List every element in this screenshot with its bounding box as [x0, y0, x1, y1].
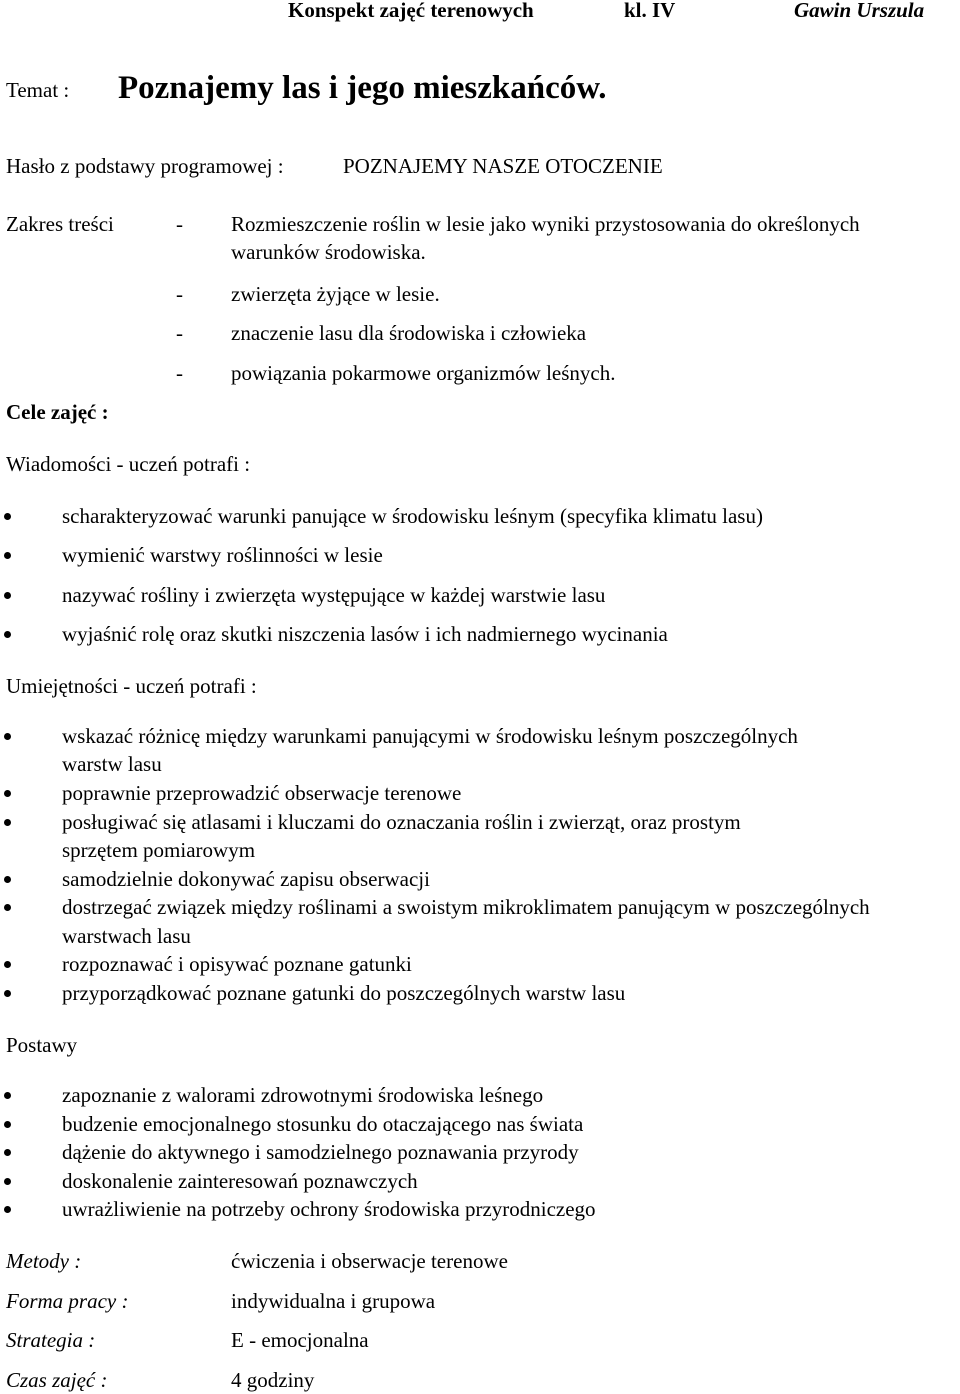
attitudes-item	[62, 1199, 596, 1220]
skills-item-text: wskazać różnicę między warunkami panującymi w środowisku leśnym poszczególnych	[62, 724, 798, 748]
skills-item-text: dostrzegać związek między roślinami a swoistym mikroklimatem panującym w poszczególnych	[62, 895, 870, 919]
topic-label: Temat :	[6, 78, 70, 102]
attitudes-item	[62, 1114, 583, 1135]
bullet-icon	[4, 819, 11, 826]
scope-item-continuation: warunków środowiska.	[231, 240, 426, 264]
skills-item	[62, 897, 870, 918]
skills-item-continuation: sprzętem pomiarowym	[62, 838, 256, 862]
knowledge-item-text: wymienić warstwy roślinności w lesie	[62, 543, 383, 567]
skills-heading: Umiejętności - uczeń potrafi :	[6, 674, 257, 698]
knowledge-item	[62, 585, 605, 606]
knowledge-item	[62, 506, 763, 527]
attitudes-item-text: budzenie emocjonalnego stosunku do otaczającego nas świata	[62, 1112, 584, 1136]
attitudes-item-text: doskonalenie zainteresowań poznawczych	[62, 1169, 418, 1193]
skills-item	[62, 954, 412, 975]
skills-item	[62, 726, 798, 747]
skills-item-text: posługiwać się atlasami i kluczami do oznaczania roślin i zwierząt, oraz prostym	[62, 810, 741, 834]
bullet-icon	[4, 552, 11, 559]
skills-item-text: samodzielnie dokonywać zapisu obserwacji	[62, 867, 430, 891]
bullet-icon	[4, 733, 11, 740]
scope-dash: -	[176, 361, 183, 385]
motto-value: POZNAJEMY NASZE OTOCZENIE	[343, 154, 663, 178]
knowledge-item-text: wyjaśnić rolę oraz skutki niszczenia lasów i ich nadmiernego wycinania	[62, 622, 668, 646]
bullet-icon	[4, 513, 11, 520]
attitudes-item-text: dążenie do aktywnego i samodzielnego poznawania przyrody	[62, 1140, 579, 1164]
bullet-icon	[4, 876, 11, 883]
skills-item	[62, 869, 430, 890]
duration-value: 4 godziny	[231, 1368, 315, 1392]
strategy-value: E - emocjonalna	[231, 1328, 369, 1352]
scope-label: Zakres treści	[6, 212, 114, 236]
attitudes-item	[62, 1085, 543, 1106]
bullet-icon	[4, 1206, 11, 1213]
scope-item: znaczenie lasu dla środowiska i człowieka	[231, 321, 587, 345]
skills-item	[62, 783, 461, 804]
bullet-icon	[4, 790, 11, 797]
bullet-icon	[4, 904, 11, 911]
scope-item: Rozmieszczenie roślin w lesie jako wyniki przystosowania do określonych	[231, 212, 860, 236]
bullet-icon	[4, 1149, 11, 1156]
knowledge-item	[62, 545, 383, 566]
skills-item	[62, 983, 625, 1004]
bullet-icon	[4, 1121, 11, 1128]
work-form-label: Forma pracy :	[6, 1289, 129, 1313]
bullet-icon	[4, 1092, 11, 1099]
duration-label: Czas zajęć :	[6, 1368, 108, 1392]
attitudes-item	[62, 1171, 418, 1192]
knowledge-item-text: scharakteryzować warunki panujące w środowisku leśnym (specyfika klimatu lasu)	[62, 504, 763, 528]
attitudes-heading: Postawy	[6, 1033, 78, 1057]
attitudes-item	[62, 1142, 579, 1163]
topic-title: Poznajemy las i jego mieszkańców.	[118, 70, 607, 106]
skills-item-text: przyporządkować poznane gatunki do poszczególnych warstw lasu	[62, 981, 626, 1005]
skills-item-continuation: warstw lasu	[62, 752, 162, 776]
bullet-icon	[4, 990, 11, 997]
scope-item: powiązania pokarmowe organizmów leśnych.	[231, 361, 616, 385]
bullet-icon	[4, 1178, 11, 1185]
work-form-value: indywidualna i grupowa	[231, 1289, 436, 1313]
motto-label: Hasło z podstawy programowej :	[6, 154, 284, 178]
knowledge-item	[62, 624, 668, 645]
document-title: Konspekt zajęć terenowych	[288, 0, 534, 22]
scope-dash: -	[176, 321, 183, 345]
skills-item-text: poprawnie przeprowadzić obserwacje terenowe	[62, 781, 462, 805]
bullet-icon	[4, 592, 11, 599]
scope-item: zwierzęta żyjące w lesie.	[231, 282, 440, 306]
skills-item	[62, 812, 741, 833]
attitudes-item-text: uwrażliwienie na potrzeby ochrony środowiska przyrodniczego	[62, 1197, 596, 1221]
strategy-label: Strategia :	[6, 1328, 96, 1352]
goals-heading: Cele zajęć :	[6, 400, 109, 424]
author-name: Gawin Urszula	[794, 0, 925, 22]
bullet-icon	[4, 961, 11, 968]
methods-value: ćwiczenia i obserwacje terenowe	[231, 1249, 508, 1273]
skills-item-text: rozpoznawać i opisywać poznane gatunki	[62, 952, 412, 976]
scope-dash: -	[176, 212, 183, 236]
attitudes-item-text: zapoznanie z walorami zdrowotnymi środowiska leśnego	[62, 1083, 544, 1107]
methods-label: Metody :	[6, 1249, 82, 1273]
scope-dash: -	[176, 282, 183, 306]
knowledge-heading: Wiadomości - uczeń potrafi :	[6, 452, 251, 476]
knowledge-item-text: nazywać rośliny i zwierzęta występujące w każdej warstwie lasu	[62, 583, 606, 607]
grade-label: kl. IV	[624, 0, 676, 22]
skills-item-continuation: warstwach lasu	[62, 924, 191, 948]
bullet-icon	[4, 631, 11, 638]
